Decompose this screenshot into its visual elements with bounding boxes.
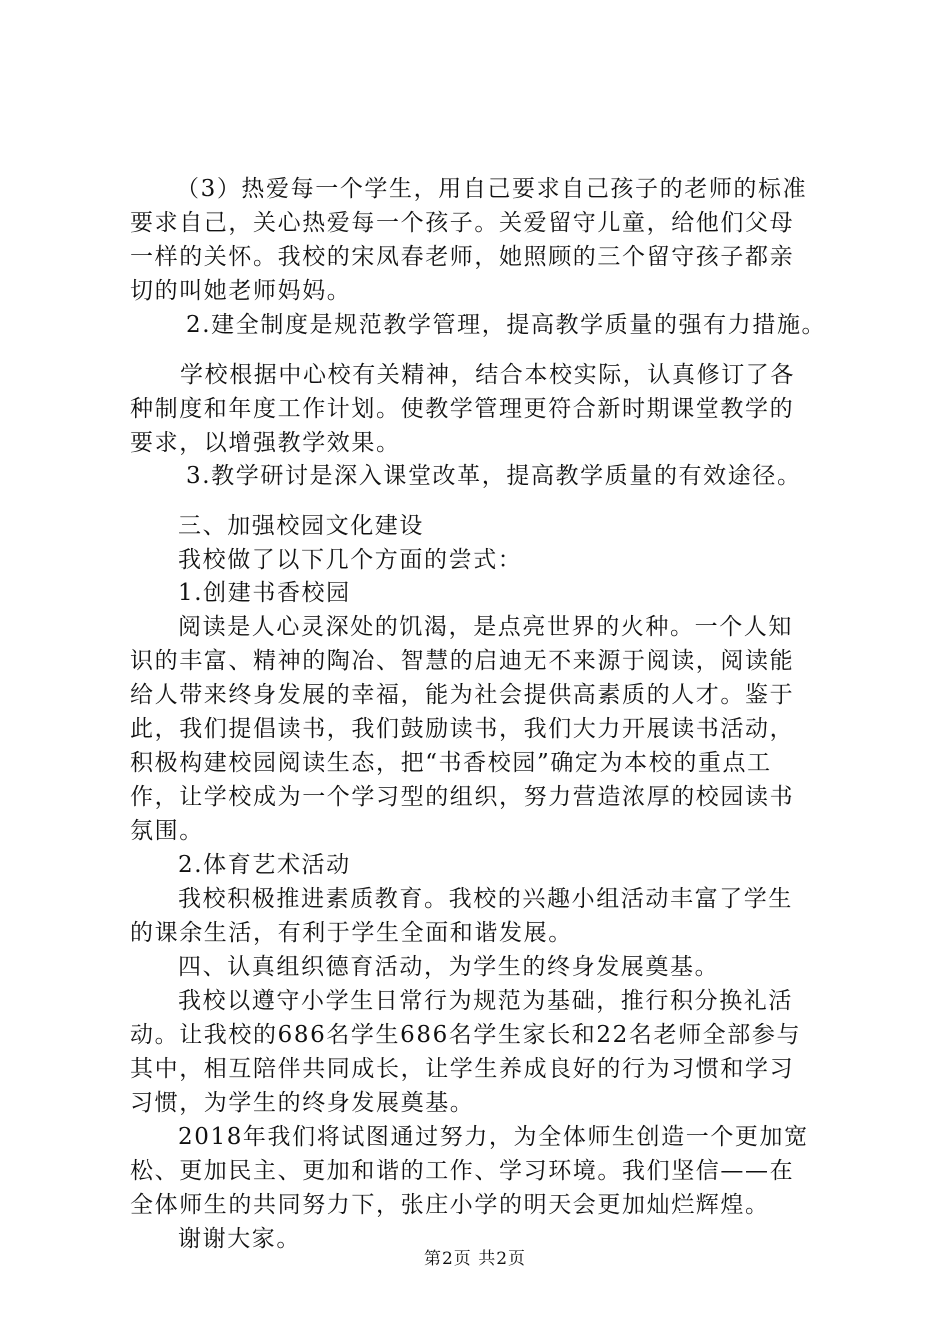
text-line: 我校做了以下几个方面的尝式： [178,547,523,573]
text-line: 其中，相互陪伴共同成长，让学生养成良好的行为习惯和学习 [130,1056,795,1082]
text-line: 要求，以增强教学效果。 [130,430,401,456]
text-line: 积极构建校园阅读生态，把“书香校园”确定为本校的重点工 [130,750,772,776]
text-line: 识的丰富、精神的陶冶、智慧的启迪无不来源于阅读，阅读能 [130,648,795,674]
text-line: 给人带来终身发展的幸福，能为社会提供高素质的人才。鉴于 [130,682,795,708]
text-line: 作，让学校成为一个学习型的组织，努力营造浓厚的校园读书 [130,784,795,810]
section-heading: 3.教学研讨是深入课堂改革，提高教学质量的有效途径。 [186,463,802,489]
closing-line: 谢谢大家。 [178,1226,301,1252]
text-line: 要求自己，关心热爱每一个孩子。关爱留守儿童，给他们父母 [130,210,795,236]
text-line: 学校根据中心校有关精神，结合本校实际，认真修订了各 [180,362,795,388]
page-number-footer: 第2页 共2页 [423,1249,527,1269]
section-heading: 三、加强校园文化建设 [178,513,424,539]
text-line: 阅读是人心灵深处的饥渴，是点亮世界的火种。一个人知 [178,614,793,640]
subsection-heading: 1.创建书香校园 [178,580,351,606]
text-line: 习惯，为学生的终身发展奠基。 [130,1090,475,1116]
subsection-heading: 2.体育艺术活动 [178,852,351,878]
text-line: 我校积极推进素质教育。我校的兴趣小组活动丰富了学生 [178,886,793,912]
text-line: 种制度和年度工作计划。使教学管理更符合新时期课堂教学的 [130,396,795,422]
text-line: 氛围。 [130,818,204,844]
text-line: 松、更加民主、更加和谐的工作、学习环境。我们坚信——在 [130,1158,795,1184]
text-line: 此，我们提倡读书，我们鼓励读书，我们大力开展读书活动， [130,716,795,742]
text-line: 一样的关怀。我校的宋凤春老师，她照顾的三个留守孩子都亲 [130,244,795,270]
section-heading: 四、认真组织德育活动，为学生的终身发展奠基。 [178,954,720,980]
text-line: 的课余生活，有利于学生全面和谐发展。 [130,920,573,946]
text-line: 2018年我们将试图通过努力，为全体师生创造一个更加宽 [178,1124,809,1150]
text-line: 全体师生的共同努力下，张庄小学的明天会更加灿烂辉煌。 [130,1192,770,1218]
text-line: （3）热爱每一个学生，用自己要求自己孩子的老师的标准 [176,176,808,202]
text-line: 我校以遵守小学生日常行为规范为基础，推行积分换礼活 [178,988,793,1014]
text-line: 切的叫她老师妈妈。 [130,278,352,304]
text-line: 动。让我校的686名学生686名学生家长和22名老师全部参与 [130,1022,802,1048]
section-heading: 2.建全制度是规范教学管理，提高教学质量的强有力措施。 [186,312,827,338]
